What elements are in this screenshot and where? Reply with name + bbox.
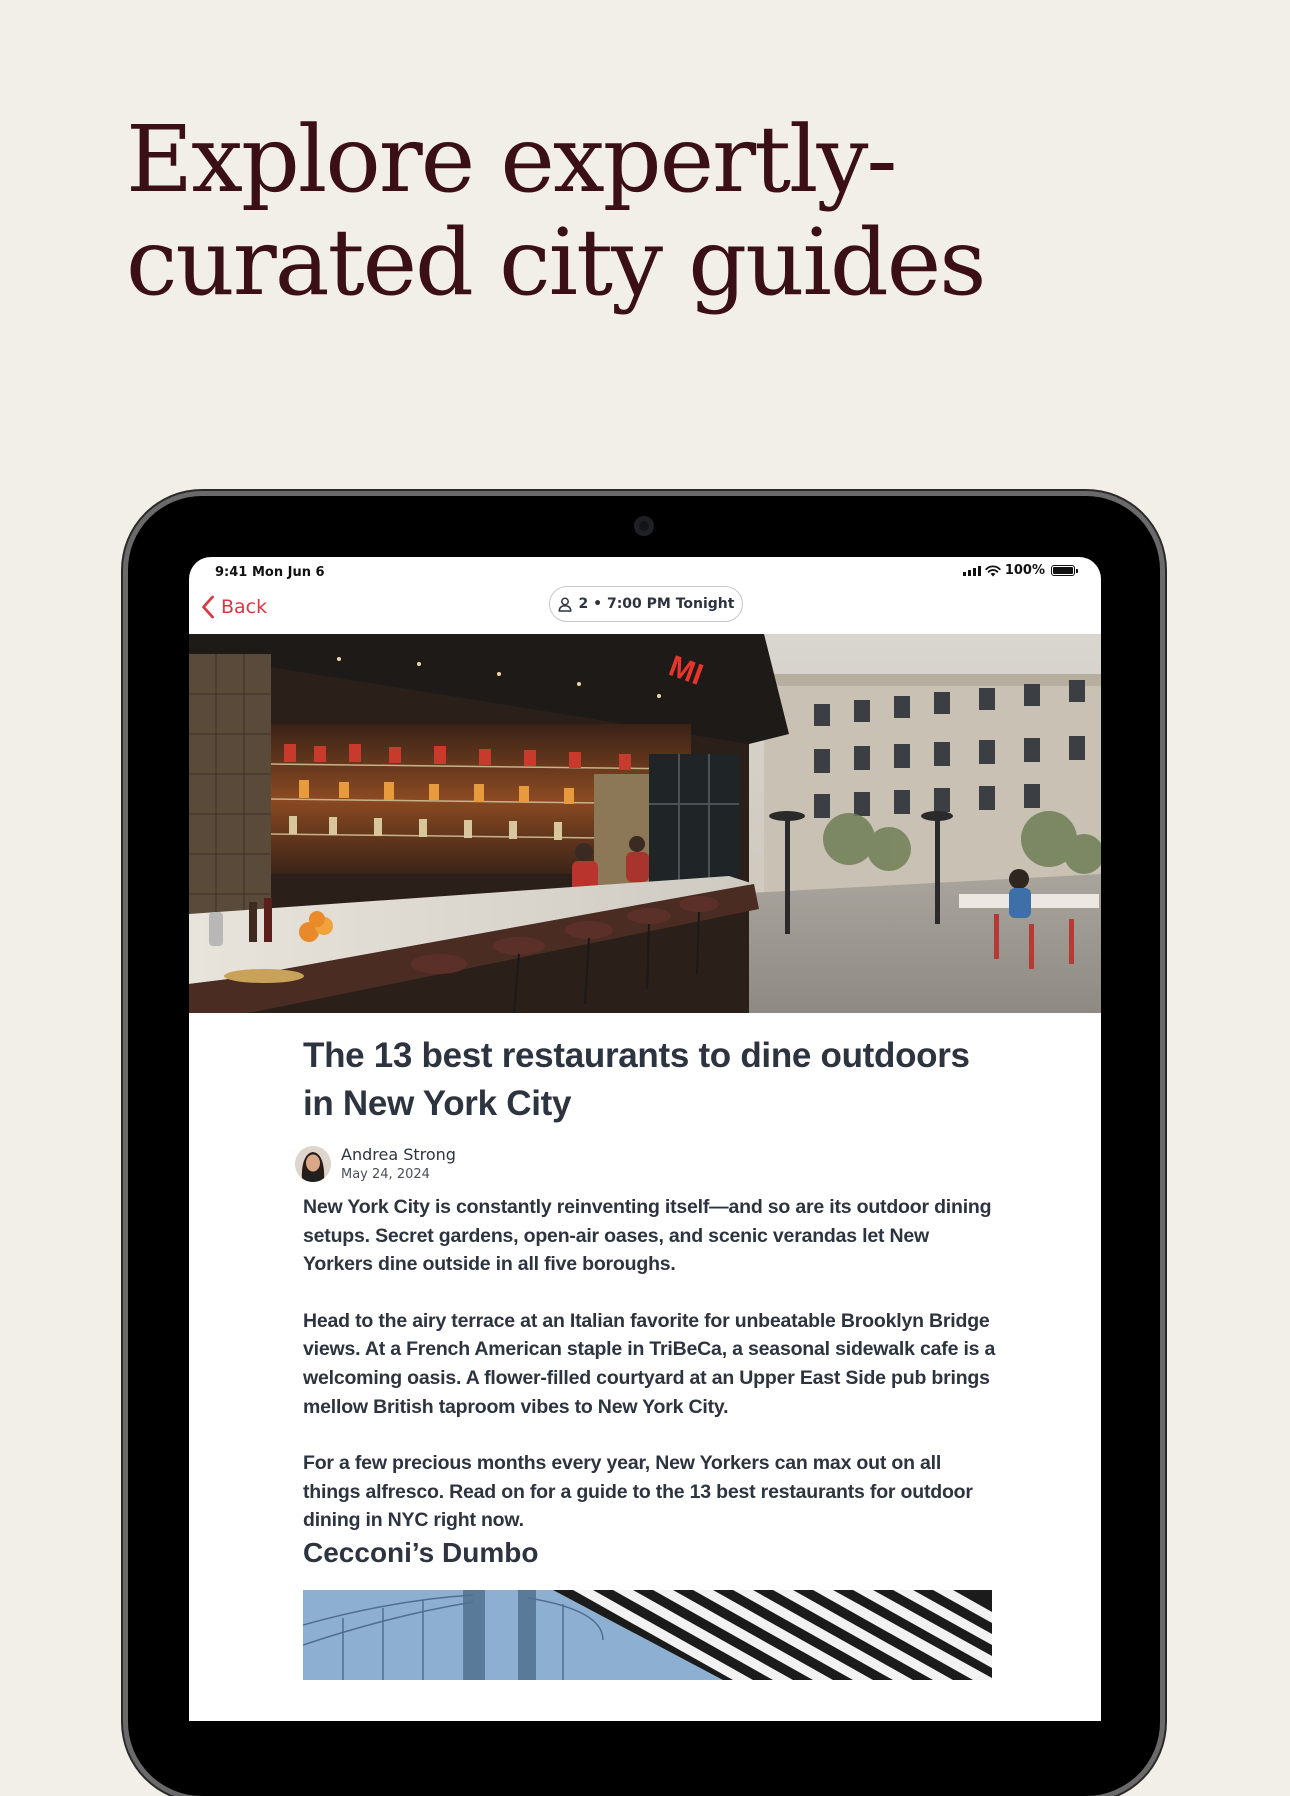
back-button[interactable] (201, 595, 267, 619)
author-name[interactable]: Andrea Strong (341, 1145, 456, 1164)
avatar[interactable] (295, 1146, 331, 1182)
section-heading: Cecconi’s Dumbo (303, 1537, 539, 1568)
cellular-signal-icon (963, 565, 981, 576)
article-body (303, 1193, 1003, 1563)
front-camera (634, 516, 654, 536)
bridge-awning-photo (303, 1590, 992, 1680)
battery-icon (1051, 565, 1075, 576)
wifi-icon (985, 565, 1001, 577)
headline-line-2: curated city guides (126, 209, 985, 316)
article-paragraph: Head to the airy terrace at an Italian favorite for unbeatable Brooklyn Bridge views. At a French American staple in TriBeCa, a seasonal sidewalk cafe is a welcoming oasis. A flower-filled courtyard at an Upper East Side pub brings mellow British taproom vibes to New York City. (303, 1309, 996, 1418)
article-title: The 13 best restaurants to dine outdoors in New York City (303, 1036, 970, 1123)
neon-sign-text: MI (664, 649, 708, 692)
status-bar (189, 557, 1101, 587)
reservation-selector[interactable] (549, 586, 743, 622)
person-icon (558, 597, 572, 612)
section-image (303, 1590, 992, 1680)
hero-image (189, 634, 1101, 1013)
restaurant-bar-photo (189, 634, 1101, 1013)
headline-line-1: Explore expertly- (126, 106, 896, 213)
tablet-volume-down-button (1160, 687, 1165, 757)
article-paragraph: New York City is constantly reinventing itself—and so are its outdoor dining setups. Secret gardens, open-air oases, and scenic verandas let New Yorkers dine outside in all five boroughs. (303, 1196, 992, 1276)
marketing-headline (126, 108, 984, 314)
status-date: Mon Jun 6 (252, 565, 325, 580)
status-indicators (963, 563, 1075, 578)
author-info (341, 1145, 456, 1182)
tablet-volume-up-button (1160, 607, 1165, 677)
battery-percentage: 100% (1004, 563, 1045, 578)
article (303, 1032, 1003, 1568)
status-time: 9:41 (215, 565, 248, 580)
back-button-label: Back (221, 596, 268, 618)
chevron-left-icon (201, 595, 215, 619)
reservation-label: 2 • 7:00 PM Tonight (578, 596, 735, 612)
article-paragraph: For a few precious months every year, New Yorkers can max out on all things alfresco. Read on for a guide to the 13 best restaurants for outdoor dining in NYC right now. (303, 1452, 973, 1532)
tablet-screen (189, 557, 1101, 1721)
publish-date: May 24, 2024 (341, 1167, 430, 1182)
author-photo (295, 1146, 331, 1182)
byline (295, 1145, 456, 1182)
